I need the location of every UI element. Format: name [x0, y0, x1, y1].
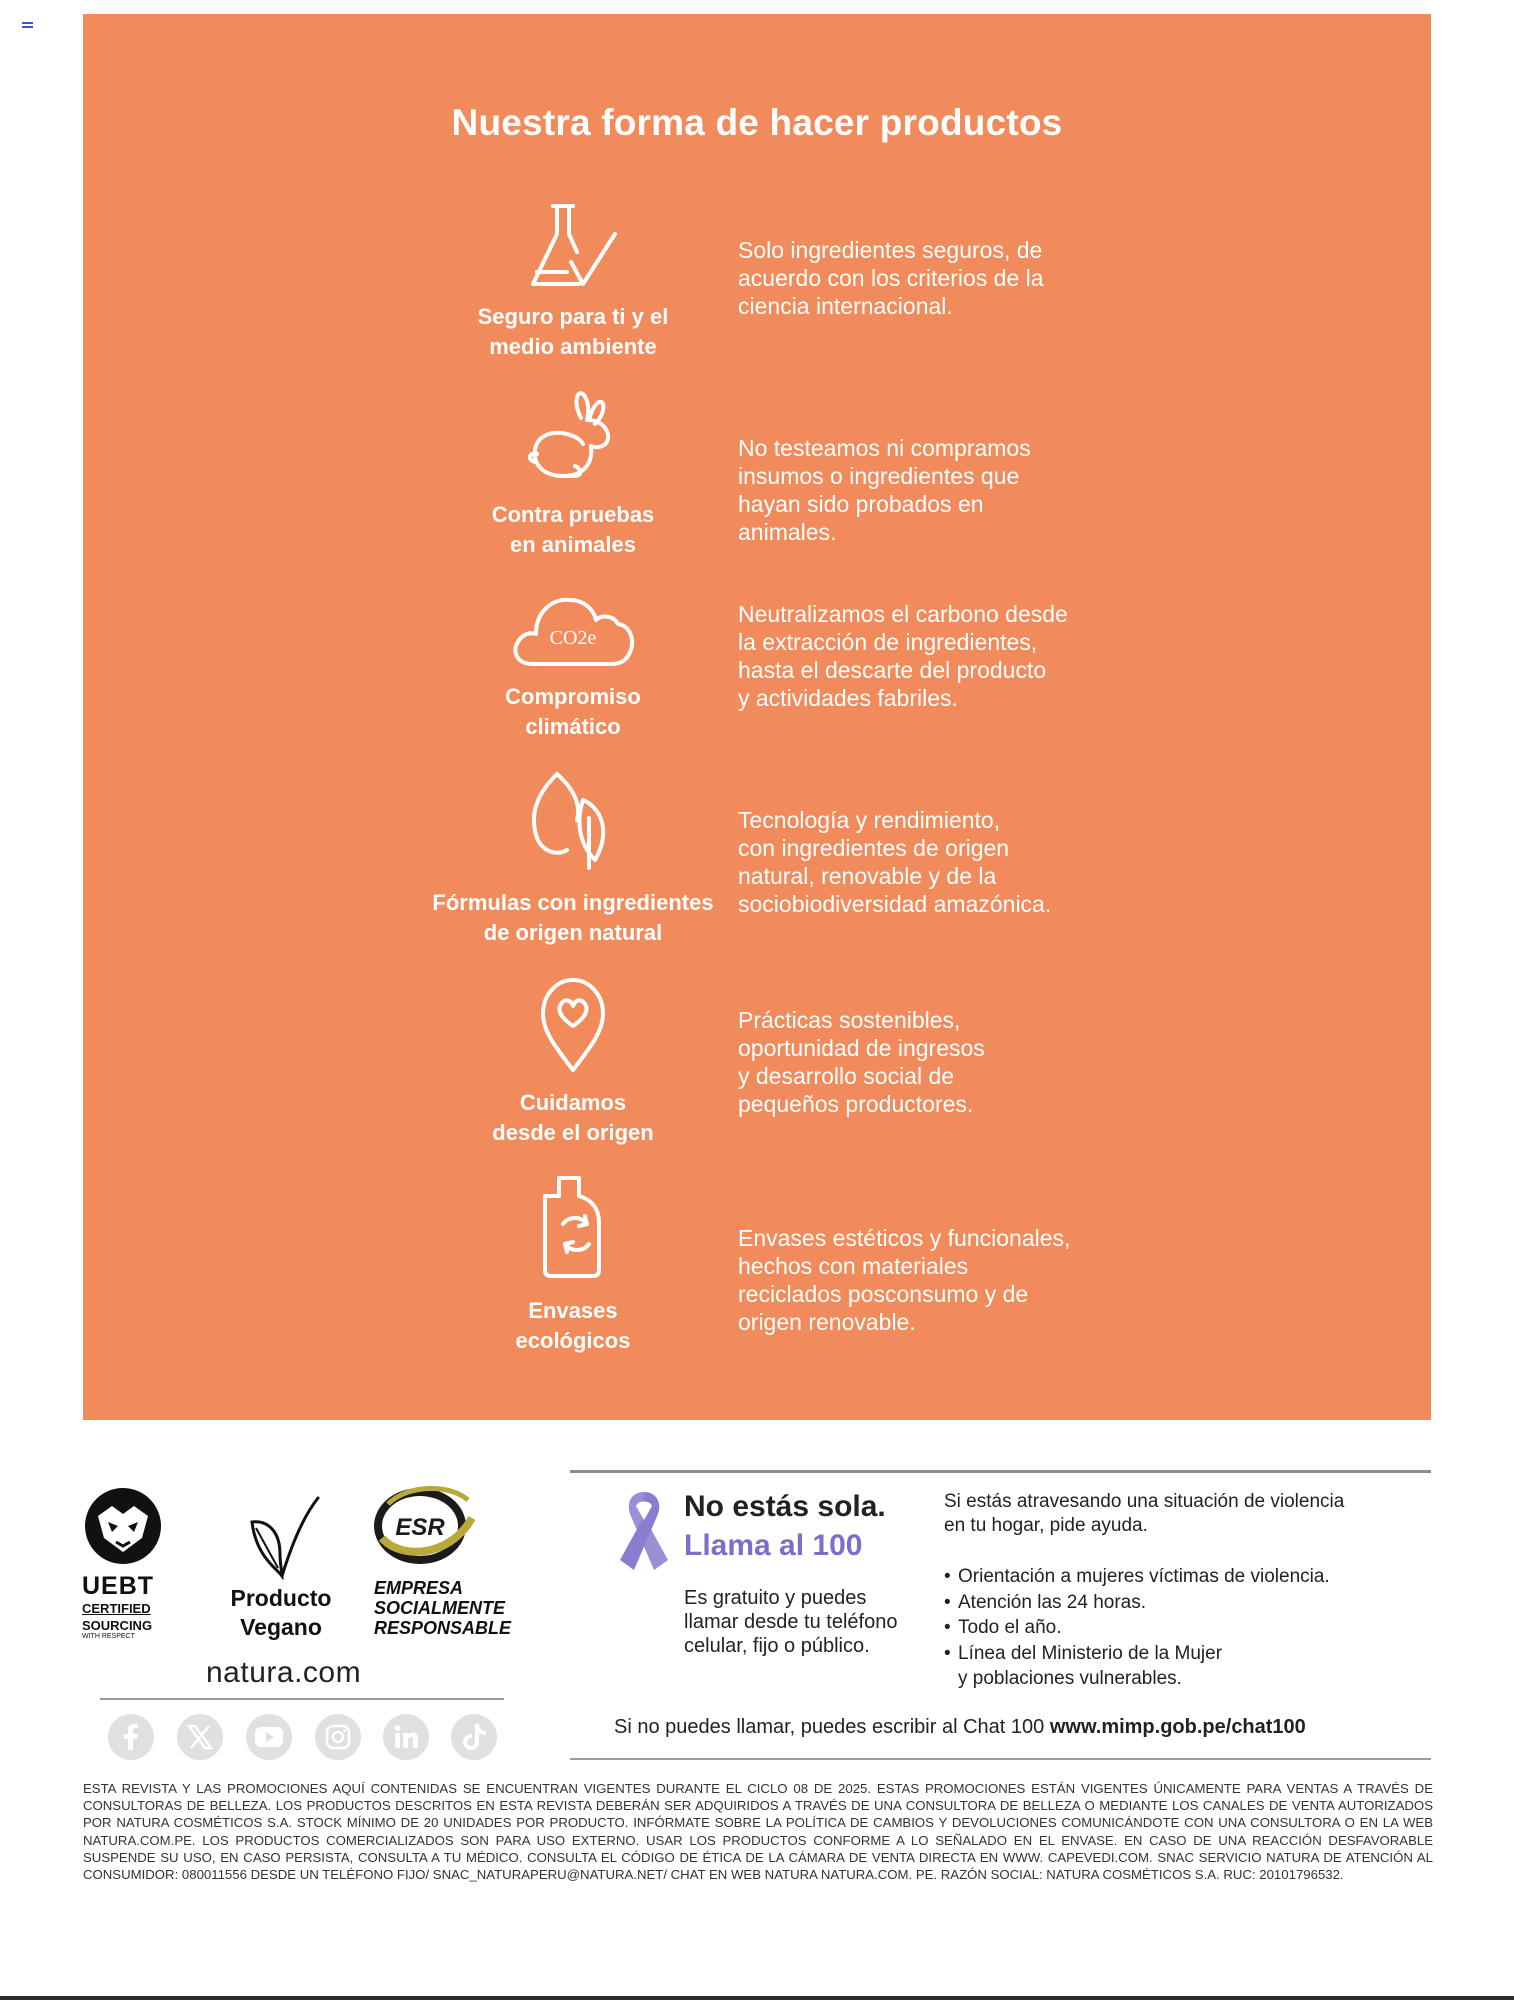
feature-description: Prácticas sostenibles, oportunidad de ingresos y desarrollo social de pequeños productores. [738, 1007, 985, 1117]
uebt-certified: CERTIFIED [82, 1601, 151, 1616]
co2-cloud-icon [503, 586, 643, 686]
divider [570, 1758, 1431, 1760]
esr-line3: RESPONSABLE [374, 1618, 512, 1638]
uebt-sourcing: SOURCING [82, 1618, 153, 1633]
feature-label: Envases ecológicos [515, 1298, 631, 1353]
recycle-bottle-icon [503, 1174, 643, 1274]
uebt-emblem-icon [82, 1486, 164, 1566]
awareness-ribbon-icon [612, 1490, 676, 1581]
menu-icon[interactable] [22, 22, 33, 30]
esr-line1: EMPRESA [374, 1578, 464, 1598]
feature-label: Cuidamos desde el origen [492, 1090, 654, 1145]
linkedin-icon[interactable] [383, 1714, 429, 1760]
website-link[interactable]: natura.com [206, 1656, 362, 1689]
feature-description: Envases estéticos y funcionales, hechos con materiales reciclados posconsumo y de origen renovable. [738, 1225, 1071, 1335]
vegan-leaf-icon [246, 1494, 322, 1580]
help-free-text: Es gratuito y puedes llamar desde tu teléfono celular, fijo o público. [684, 1587, 898, 1657]
rabbit-icon [503, 388, 643, 488]
divider [570, 1470, 1431, 1473]
esr-line2: SOCIALMENTE [374, 1598, 506, 1618]
legal-text: ESTA REVISTA Y LAS PROMOCIONES AQUÍ CONTENIDAS SE ENCUENTRAN VIGENTES DURANTE EL CICLO 08 DE 2025. ESTAS PROMOCIONES ESTÁN VIGENTES ÚNICAMENTE PARA VENTAS A TRAVÉS DE CONSULTORAS DE BELLEZA. LOS PRODUCTOS DESCRITOS EN ESTA REVISTA DEBERÁN SER ADQUIRIDOS A TRAVÉS DE UNA CONSULTORA DE BELLEZA O MEDIANTE LOS CANALES DE VENTA AUTORIZADOS POR NATURA COSMÉTICOS S.A. STOCK MÍNIMO DE 20 UNIDADES POR PRODUCTO. INFÓRMATE SOBRE LA POLÍTICA DE CAMBIOS Y DEVOLUCIONES COMUNICÁNDOTE CON UNA CONSULTORA O EN LA WEB NATURA.COM.PE. LOS PRODUCTOS COMERCIALIZADOS SON PARA USO EXTERNO. USAR LOS PRODUCTOS CONFORME A LO SEÑALADO EN EL ENVASE. EN CASO DE UNA REACCIÓN DESFAVORABLE SUSPENDE SU USO, EN CASO PERSISTA, CONSULTA A TU MÉDICO. CONSULTA EL CÓDIGO DE ÉTICA DE LA CÁMARA DE VENTA DIRECTA EN WWW. CAPEVEDI.COM. SNAC SERVICIO NATURA DE ATENCIÓN AL CONSUMIDOR: 080011556 DESDE UN TELÉFONO FIJO/ SNAC_NATURAPERU@NATURA.NET/ CHAT EN WEB NATURA NATURA.COM. PE. RAZÓN SOCIAL: NATURA COSMÉTICOS S.A. RUC: 20101796532. [83, 1781, 1433, 1883]
uebt-respect: WITH RESPECT [82, 1633, 135, 1640]
help-title: No estás sola. [684, 1490, 886, 1523]
panel-title: Nuestra forma de hacer productos [451, 102, 1063, 143]
leaves-icon [503, 770, 643, 870]
feature-label: Fórmulas con ingredientes de origen natural [432, 890, 714, 945]
help-intro: Si estás atravesando una situación de violencia en tu hogar, pide ayuda. [944, 1491, 1345, 1536]
list-item: • Orientación a mujeres víctimas de violencia. [944, 1564, 1414, 1590]
svg-text:ESR: ESR [395, 1514, 445, 1541]
feature-description: Neutralizamos el carbono desde la extracción de ingredientes, hasta el descarte del producto y actividades fabriles. [738, 601, 1068, 711]
svg-text:CO2e: CO2e [549, 627, 597, 649]
esr-seal-icon [368, 1478, 480, 1572]
vegan-logo [246, 1494, 322, 1585]
chat-line [614, 1716, 1306, 1739]
instagram-icon[interactable] [315, 1714, 361, 1760]
chat-url-link[interactable]: www.mimp.gob.pe/chat100 [1049, 1716, 1306, 1738]
divider [100, 1698, 504, 1700]
feature-label: Compromiso climático [505, 684, 641, 739]
list-item: • Todo el año. [944, 1615, 1414, 1641]
values-panel [83, 14, 1431, 1420]
youtube-icon[interactable] [246, 1714, 292, 1760]
facebook-icon[interactable] [108, 1714, 154, 1760]
chat-text: Si no puedes llamar, puedes escribir al Chat 100 [614, 1716, 1045, 1738]
help-call: Llama al 100 [684, 1529, 863, 1562]
flask-check-icon [503, 200, 643, 300]
uebt-logo [82, 1486, 164, 1571]
vegan-line2: Vegano [240, 1614, 322, 1640]
list-item: • Atención las 24 horas. [944, 1590, 1414, 1616]
feature-description: No testeamos ni compramos insumos o ingredientes que hayan sido probados en animales. [738, 435, 1031, 545]
feature-description: Solo ingredientes seguros, de acuerdo con los criterios de la ciencia internacional. [738, 237, 1044, 319]
vegan-line1: Producto [230, 1585, 332, 1611]
bottom-bar [0, 1996, 1514, 2000]
uebt-title: UEBT [82, 1572, 155, 1600]
help-list [944, 1564, 1414, 1692]
feature-label: Contra pruebas en animales [491, 502, 655, 557]
heart-pin-icon [503, 974, 643, 1074]
esr-logo [368, 1478, 480, 1577]
list-item: • Línea del Ministerio de la Mujer y poblaciones vulnerables. [944, 1641, 1414, 1692]
feature-description: Tecnología y rendimiento, con ingredientes de origen natural, renovable y de la sociobiodiversidad amazónica. [738, 807, 1052, 917]
tiktok-icon[interactable] [451, 1714, 497, 1760]
x-icon[interactable] [177, 1714, 223, 1760]
feature-label: Seguro para ti y el medio ambiente [477, 304, 669, 359]
